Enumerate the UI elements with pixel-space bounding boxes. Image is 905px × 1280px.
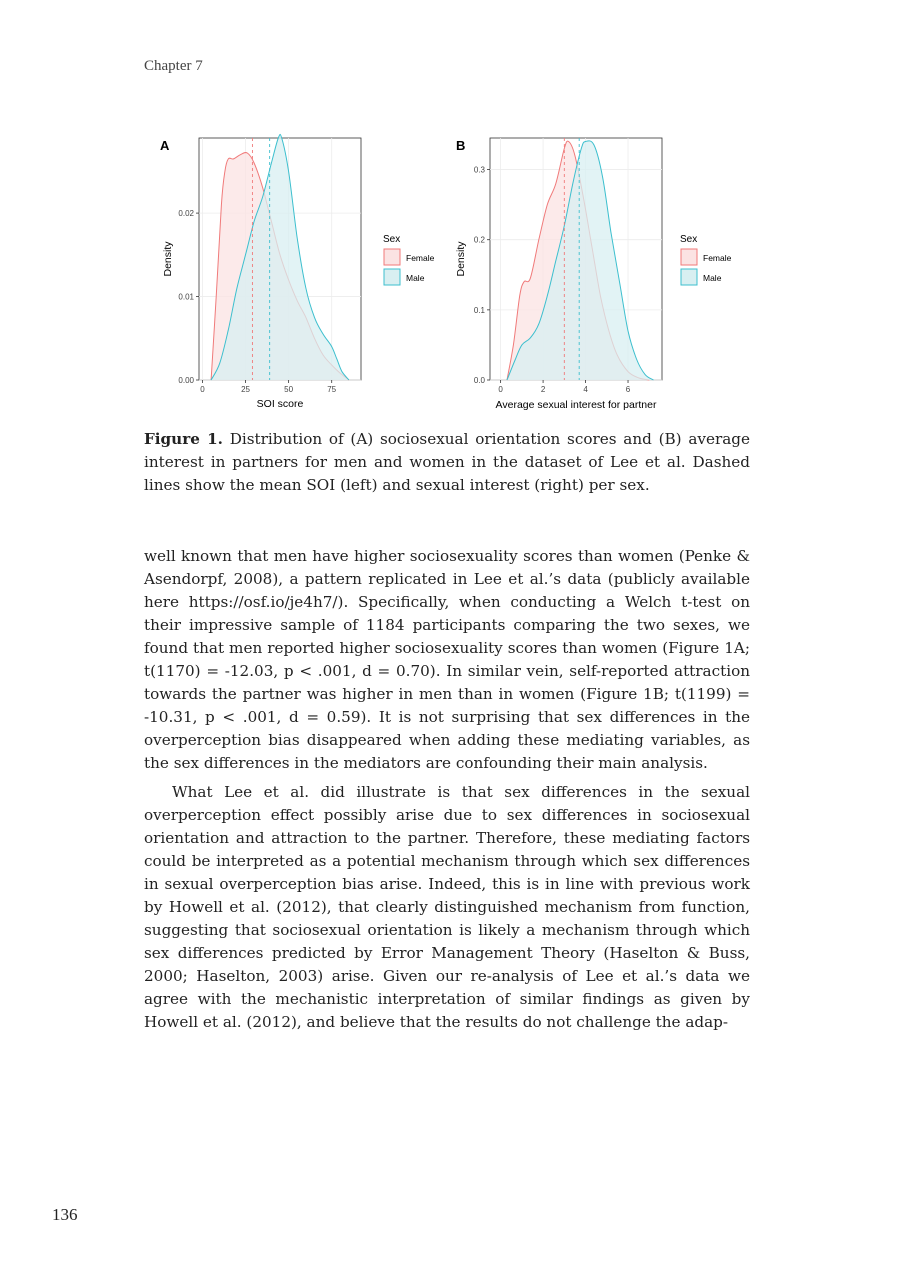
panel-a-x-ticks	[200, 380, 336, 394]
paragraph-1: well known that men have higher sociosexuality scores than women (Penke & Asendorpf, 2008), a pattern replicated in Lee et al.’s data (publicly available here https://osf.io/je4h7/). Specifically, when conducting a Welch t-test on their impressive sample of 1184 participants comparing the two sexes, we found that men reported higher sociosexuality scores than women (Figure 1A; t(1170) = -12.03, p < .001, d = 0.70). In similar vein, self-reported attraction towards the partner was higher in men than in women (Figure 1B; t(1199) = -10.31, p < .001, d = 0.59). It is not surprising that sex differences in the overperception bias disappeared when adding these mediating variables, as the sex differences in the mediators are confounding their main analysis.	[144, 547, 750, 772]
y-tick-label: 0.02	[178, 209, 194, 219]
y-tick-label: 0.2	[473, 235, 485, 245]
legend-a-title: Sex	[383, 234, 401, 245]
legend-a-female-label: Female	[406, 253, 435, 263]
legend-b-male-label: Male	[703, 273, 722, 283]
legend-b-title: Sex	[680, 234, 698, 245]
y-tick-label: 0.00	[178, 376, 194, 385]
panel-a-label: A	[160, 138, 170, 153]
x-tick-label: 0	[498, 385, 503, 394]
x-tick-label: 4	[583, 385, 588, 394]
x-tick-label: 50	[284, 385, 294, 394]
body-text	[144, 545, 750, 1040]
legend-a-male-label: Male	[406, 273, 425, 283]
figure-caption	[144, 428, 750, 497]
paragraph-2: What Lee et al. did illustrate is that sex differences in the sexual overperception effect possibly arise due to sex differences in sociosexual orientation and attraction to the partner. Therefore, these mediating factors could be interpreted as a potential mechanism through which sex differences in sexual overperception bias arise. Indeed, this is in line with previous work by Howell et al. (2012), that clearly distinguished mechanism from function, suggesting that sociosexual orientation is likely a mechanism through which sex differences predicted by Error Management Theory (Haselton & Buss, 2000; Haselton, 2003) arise. Given our re-analysis of Lee et al.’s data we agree with the mechanistic interpretation of similar findings as given by Howell et al. (2012), and believe that the results do not challenge the adap-	[144, 783, 750, 1031]
panel-b-y-label: Density	[455, 241, 467, 277]
panel-a-legend	[383, 234, 435, 285]
x-tick-label: 25	[241, 385, 250, 394]
y-tick-label: 0.1	[473, 305, 485, 315]
panel-a-y-label: Density	[162, 241, 174, 277]
page-number: 136	[52, 1205, 78, 1224]
legend-b-female-label: Female	[703, 253, 732, 263]
x-tick-label: 75	[327, 385, 337, 394]
panel-b-x-ticks	[498, 380, 630, 394]
legend-a-male-key	[384, 269, 400, 285]
legend-b-male-key	[681, 269, 697, 285]
y-tick-label: 0.3	[473, 165, 485, 175]
x-tick-label: 6	[625, 385, 631, 394]
caption-label: Figure 1.	[144, 430, 223, 448]
y-tick-label: 0.01	[178, 292, 194, 302]
legend-a-female-key	[384, 249, 400, 265]
y-tick-label: 0.0	[473, 376, 485, 385]
x-tick-label: 0	[200, 385, 205, 394]
chapter-header: Chapter 7	[144, 58, 203, 74]
panel-b	[455, 138, 732, 411]
panel-a	[160, 134, 435, 410]
panel-b-label: B	[456, 138, 466, 153]
panel-b-y-ticks	[474, 166, 490, 385]
panel-b-x-label: Average sexual interest for partner	[495, 399, 657, 411]
panel-b-legend	[680, 234, 732, 285]
figure-1	[144, 128, 750, 414]
panel-a-y-ticks	[178, 209, 199, 385]
legend-b-female-key	[681, 249, 697, 265]
panel-a-x-label: SOI score	[256, 398, 304, 410]
caption-text: Distribution of (A) sociosexual orientation scores and (B) average interest in partners for men and women in the dataset of Lee et al. Dashed lines show the mean SOI (left) and sexual interest (right) per sex.	[144, 430, 750, 494]
x-tick-label: 2	[540, 385, 546, 394]
